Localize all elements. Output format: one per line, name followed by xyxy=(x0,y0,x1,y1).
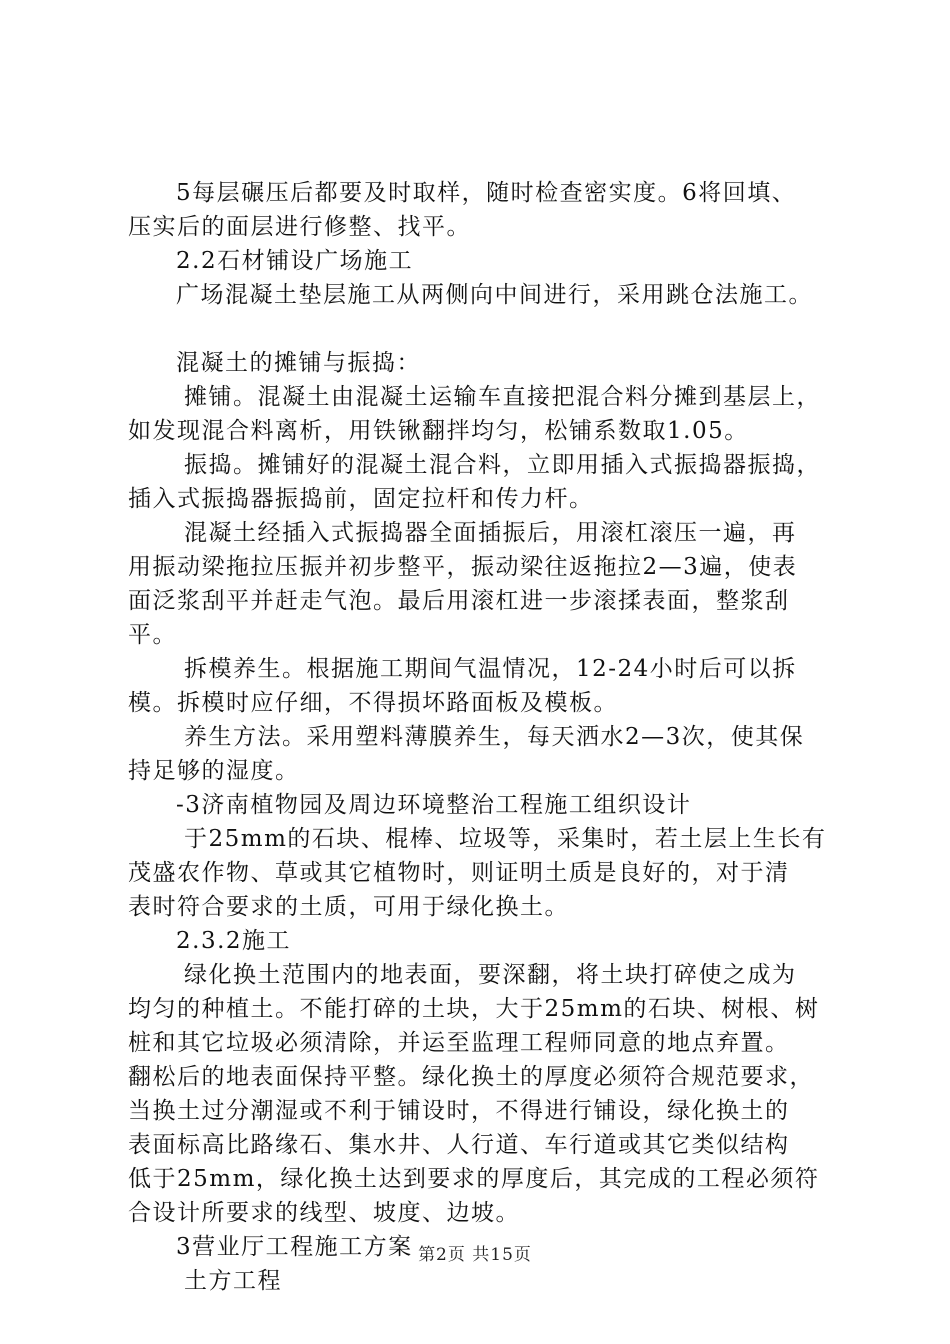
paragraph-line: 摊铺。混凝土由混凝土运输车直接把混合料分摊到基层上， xyxy=(184,384,821,410)
paragraph-line: 压实后的面层进行修整、找平。 xyxy=(128,214,471,240)
paragraph-line: 茂盛农作物、草或其它植物时，则证明土质是良好的，对于清 xyxy=(128,860,790,886)
paragraph-line: 插入式振捣器振捣前，固定拉杆和传力杆。 xyxy=(128,486,594,512)
paragraph-line: 如发现混合料离析，用铁锹翻拌均匀，松铺系数取1.05。 xyxy=(128,418,749,444)
paragraph-line: 表时符合要求的土质，可用于绿化换土。 xyxy=(128,894,569,920)
paragraph-line: 翻松后的地表面保持平整。绿化换土的厚度必须符合规范要求， xyxy=(128,1064,814,1090)
section-heading: -3济南植物园及周边环境整治工程施工组织设计 xyxy=(176,792,692,818)
paragraph-line: 广场混凝土垫层施工从两侧向中间进行，采用跳仓法施工。 xyxy=(176,282,813,308)
document-body xyxy=(128,176,840,1298)
subheading: 混凝土的摊铺与振捣： xyxy=(176,350,421,376)
section-heading: 3营业厅工程施工方案 xyxy=(176,1234,413,1260)
section-heading: 2.2石材铺设广场施工 xyxy=(176,248,414,274)
paragraph-line: 用振动梁拖拉压振并初步整平，振动梁往返拖拉2—3遍，使表 xyxy=(128,554,798,580)
paragraph-line: 桩和其它垃圾必须清除，并运至监理工程师同意的地点弃置。 xyxy=(128,1030,790,1056)
section-heading: 2.3.2施工 xyxy=(176,928,292,954)
page-number-footer: 第2页 共15页 xyxy=(418,1245,532,1265)
paragraph-line: 平。 xyxy=(128,622,177,648)
paragraph-line: 面泛浆刮平并赶走气泡。最后用滚杠进一步滚揉表面，整浆刮 xyxy=(128,588,790,614)
paragraph-line: 5每层碾压后都要及时取样，随时检查密实度。6将回填、 xyxy=(176,180,797,206)
paragraph-line: 当换土过分潮湿或不利于铺设时，不得进行铺设，绿化换土的 xyxy=(128,1098,790,1124)
paragraph-line: 表面标高比路缘石、集水井、人行道、车行道或其它类似结构 xyxy=(128,1132,790,1158)
paragraph-line: 模。拆模时应仔细，不得损坏路面板及模板。 xyxy=(128,690,618,716)
paragraph-line: 养生方法。采用塑料薄膜养生，每天洒水2—3次，使其保 xyxy=(184,724,805,750)
paragraph-line: 振捣。摊铺好的混凝土混合料，立即用插入式振捣器振捣， xyxy=(184,452,821,478)
paragraph-line: 拆模养生。根据施工期间气温情况，12-24小时后可以拆 xyxy=(184,656,797,682)
paragraph-line: 均匀的种植土。不能打碎的土块，大于25mm的石块、树根、树 xyxy=(128,996,820,1022)
paragraph-line: 混凝土经插入式振捣器全面插振后，用滚杠滚压一遍，再 xyxy=(184,520,797,546)
paragraph-line: 合设计所要求的线型、坡度、边坡。 xyxy=(128,1200,520,1226)
paragraph-line: 绿化换土范围内的地表面，要深翻，将土块打碎使之成为 xyxy=(184,962,797,988)
paragraph-line: 持足够的湿度。 xyxy=(128,758,300,784)
paragraph-line: 低于25mm，绿化换土达到要求的厚度后，其完成的工程必须符 xyxy=(128,1166,820,1192)
paragraph-line: 于25mm的石块、棍棒、垃圾等，采集时，若土层上生长有 xyxy=(184,826,827,852)
subheading: 土方工程 xyxy=(184,1268,282,1294)
